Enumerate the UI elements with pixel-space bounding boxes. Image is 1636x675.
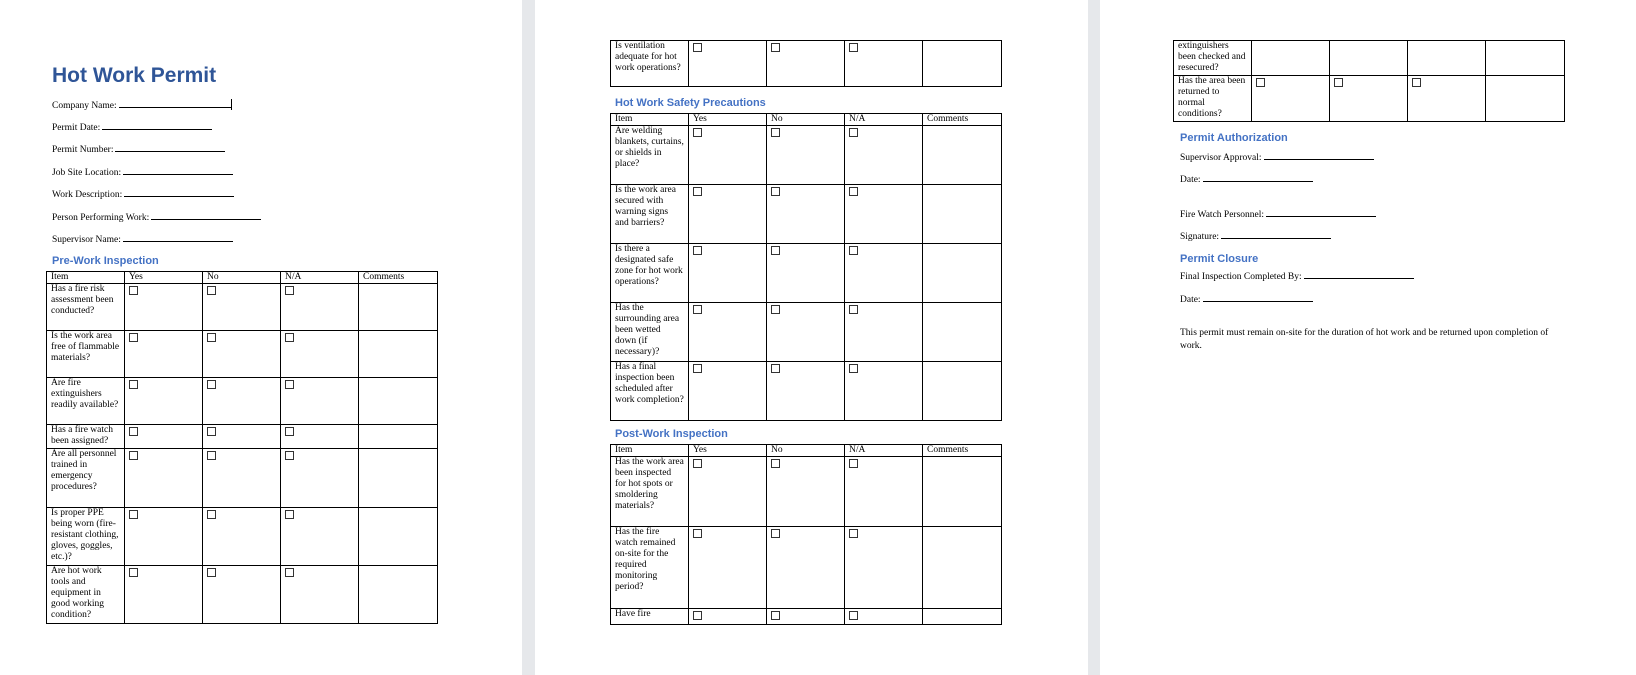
no-checkbox[interactable]	[771, 187, 780, 196]
signature-label: Signature:	[1180, 232, 1220, 242]
item-text: Has the fire watch remained on-site for the required monitoring period?	[611, 527, 689, 609]
col-na: N/A	[845, 114, 923, 126]
pre-work-inspection-heading: Pre-Work Inspection	[52, 255, 159, 267]
item-text: Has a final inspection been scheduled after work completion?	[611, 362, 689, 421]
comments-cell[interactable]	[359, 425, 438, 449]
post-work-inspection-heading: Post-Work Inspection	[615, 428, 728, 440]
item-text: Has the surrounding area been wetted down (if necessary)?	[611, 303, 689, 362]
comments-cell[interactable]	[359, 566, 438, 624]
comments-cell[interactable]	[1486, 76, 1565, 122]
item-text: Is ventilation adequate for hot work operations?	[611, 41, 689, 87]
item-text: Has a fire watch been assigned?	[47, 425, 125, 449]
no-checkbox[interactable]	[771, 611, 780, 620]
no-checkbox[interactable]	[771, 305, 780, 314]
item-text: Is there a designated safe zone for hot work operations?	[611, 244, 689, 303]
yes-checkbox[interactable]	[1256, 78, 1265, 87]
no-checkbox[interactable]	[771, 43, 780, 52]
text-cursor	[231, 99, 232, 110]
person-performing-work-label: Person Performing Work:	[52, 213, 150, 223]
item-text: Is the work area secured with warning signs and barriers?	[611, 185, 689, 244]
comments-cell[interactable]	[923, 362, 1002, 421]
table-row	[611, 41, 1002, 87]
item-text: Is proper PPE being worn (fire-resistant clothing, gloves, goggles, etc.)?	[47, 508, 125, 566]
col-na: N/A	[281, 272, 359, 284]
na-checkbox[interactable]	[285, 286, 294, 295]
job-site-location-field[interactable]	[52, 165, 233, 178]
na-checkbox[interactable]	[849, 43, 858, 52]
no-checkbox[interactable]	[207, 427, 216, 436]
no-checkbox[interactable]	[207, 510, 216, 519]
table-row	[47, 284, 438, 331]
yes-checkbox[interactable]	[129, 568, 138, 577]
yes-checkbox[interactable]	[129, 451, 138, 460]
yes-checkbox[interactable]	[693, 529, 702, 538]
table-row	[1174, 41, 1565, 76]
table-header-row	[611, 114, 1002, 126]
no-checkbox[interactable]	[207, 286, 216, 295]
na-checkbox[interactable]	[285, 451, 294, 460]
comments-cell[interactable]	[923, 457, 1002, 527]
item-text: Are hot work tools and equipment in good working condition?	[47, 566, 125, 624]
no-checkbox[interactable]	[771, 246, 780, 255]
post-work-inspection-table-continued	[1173, 40, 1565, 122]
table-row	[611, 457, 1002, 527]
na-checkbox[interactable]	[285, 510, 294, 519]
comments-cell[interactable]	[923, 126, 1002, 185]
comments-cell[interactable]	[359, 449, 438, 508]
permit-number-field[interactable]	[52, 142, 225, 155]
col-yes: Yes	[689, 445, 767, 457]
pre-work-inspection-table-continued	[610, 40, 1002, 87]
document-page-1	[0, 0, 522, 675]
na-checkbox[interactable]	[849, 364, 858, 373]
person-performing-work-field[interactable]	[52, 210, 261, 223]
na-checkbox[interactable]	[849, 305, 858, 314]
table-header-row	[611, 445, 1002, 457]
comments-cell[interactable]	[359, 331, 438, 378]
col-no: No	[203, 272, 281, 284]
no-checkbox[interactable]	[207, 451, 216, 460]
col-yes: Yes	[689, 114, 767, 126]
col-no: No	[767, 445, 845, 457]
fire-watch-personnel-field[interactable]	[1180, 207, 1376, 220]
table-row	[611, 126, 1002, 185]
comments-cell[interactable]	[923, 185, 1002, 244]
permit-date-label: Permit Date:	[52, 123, 101, 133]
na-checkbox[interactable]	[1412, 78, 1421, 87]
comments-cell[interactable]	[923, 244, 1002, 303]
table-row	[47, 449, 438, 508]
item-text: Is the work area free of flammable materials?	[47, 331, 125, 378]
na-checkbox[interactable]	[849, 459, 858, 468]
final-inspection-field[interactable]	[1180, 269, 1414, 282]
no-checkbox[interactable]	[771, 459, 780, 468]
yes-checkbox[interactable]	[693, 611, 702, 620]
job-site-location-label: Job Site Location:	[52, 168, 122, 178]
no-checkbox[interactable]	[207, 380, 216, 389]
comments-cell[interactable]	[923, 303, 1002, 362]
no-checkbox[interactable]	[1334, 78, 1343, 87]
na-checkbox[interactable]	[849, 529, 858, 538]
comments-cell[interactable]	[359, 508, 438, 566]
item-text: Are welding blankets, curtains, or shields in place?	[611, 126, 689, 185]
comments-cell[interactable]	[1486, 41, 1565, 76]
permit-closure-heading: Permit Closure	[1180, 253, 1259, 265]
no-checkbox[interactable]	[771, 529, 780, 538]
document-page-2	[535, 0, 1088, 675]
table-row	[47, 508, 438, 566]
table-row	[611, 362, 1002, 421]
safety-precautions-heading: Hot Work Safety Precautions	[615, 97, 766, 109]
closure-note: This permit must remain on-site for the duration of hot work and be returned upon completion of work.	[1180, 328, 1549, 351]
na-checkbox[interactable]	[849, 611, 858, 620]
work-description-label: Work Description:	[52, 190, 123, 200]
company-name-label: Company Name:	[52, 101, 117, 111]
item-text: Has a fire risk assessment been conducted?	[47, 284, 125, 331]
item-text: Have fire	[611, 609, 689, 625]
authorization-date-field[interactable]	[1180, 172, 1313, 185]
permit-date-field[interactable]	[52, 120, 212, 133]
table-row	[611, 244, 1002, 303]
no-checkbox[interactable]	[771, 364, 780, 373]
item-text: Has the work area been inspected for hot spots or smoldering materials?	[611, 457, 689, 527]
col-item: Item	[47, 272, 125, 284]
item-text: Are all personnel trained in emergency procedures?	[47, 449, 125, 508]
table-row	[611, 303, 1002, 362]
permit-number-label: Permit Number:	[52, 145, 114, 155]
table-row	[47, 425, 438, 449]
na-checkbox[interactable]	[849, 128, 858, 137]
permit-authorization-heading: Permit Authorization	[1180, 132, 1288, 144]
table-header-row	[47, 272, 438, 284]
comments-cell[interactable]	[359, 284, 438, 331]
yes-checkbox[interactable]	[693, 187, 702, 196]
na-checkbox[interactable]	[285, 427, 294, 436]
signature-field[interactable]	[1180, 229, 1331, 242]
closure-date-field[interactable]	[1180, 292, 1313, 305]
table-row	[611, 185, 1002, 244]
no-checkbox[interactable]	[207, 568, 216, 577]
post-work-inspection-table	[610, 444, 1002, 625]
table-row	[47, 378, 438, 425]
item-text: Are fire extinguishers readily available?	[47, 378, 125, 425]
work-description-field[interactable]	[52, 187, 234, 200]
na-checkbox[interactable]	[285, 568, 294, 577]
na-checkbox[interactable]	[285, 333, 294, 342]
authorization-date-label: Date:	[1180, 175, 1201, 185]
yes-checkbox[interactable]	[129, 380, 138, 389]
no-checkbox[interactable]	[771, 128, 780, 137]
yes-checkbox[interactable]	[129, 333, 138, 342]
item-text: extinguishers been checked and resecured?	[1174, 41, 1252, 76]
col-na: N/A	[845, 445, 923, 457]
fire-watch-personnel-label: Fire Watch Personnel:	[1180, 210, 1265, 220]
no-checkbox[interactable]	[207, 333, 216, 342]
item-text: Has the area been returned to normal conditions?	[1174, 76, 1252, 122]
yes-checkbox[interactable]	[693, 459, 702, 468]
yes-checkbox[interactable]	[129, 510, 138, 519]
supervisor-approval-label: Supervisor Approval:	[1180, 153, 1262, 163]
col-item: Item	[611, 114, 689, 126]
document-title: Hot Work Permit	[52, 64, 217, 87]
col-comments: Comments	[923, 114, 1002, 126]
supervisor-name-field[interactable]	[52, 232, 233, 245]
comments-cell[interactable]	[923, 609, 1002, 625]
col-item: Item	[611, 445, 689, 457]
col-no: No	[767, 114, 845, 126]
table-row	[1174, 76, 1565, 122]
yes-checkbox[interactable]	[693, 364, 702, 373]
na-checkbox[interactable]	[285, 380, 294, 389]
yes-checkbox[interactable]	[693, 43, 702, 52]
na-checkbox[interactable]	[849, 187, 858, 196]
table-row	[47, 331, 438, 378]
yes-checkbox[interactable]	[693, 128, 702, 137]
comments-cell[interactable]	[359, 378, 438, 425]
table-row	[611, 609, 1002, 625]
document-page-3	[1100, 0, 1636, 675]
final-inspection-label: Final Inspection Completed By:	[1180, 272, 1302, 282]
company-name-field[interactable]	[52, 98, 232, 111]
supervisor-name-label: Supervisor Name:	[52, 235, 121, 245]
table-row	[47, 566, 438, 624]
closure-date-label: Date:	[1180, 295, 1201, 305]
col-yes: Yes	[125, 272, 203, 284]
pre-work-inspection-table	[46, 271, 438, 624]
na-checkbox[interactable]	[849, 246, 858, 255]
comments-cell[interactable]	[923, 527, 1002, 609]
supervisor-approval-field[interactable]	[1180, 150, 1374, 163]
yes-checkbox[interactable]	[693, 305, 702, 314]
col-comments: Comments	[923, 445, 1002, 457]
yes-checkbox[interactable]	[129, 286, 138, 295]
safety-precautions-table	[610, 113, 1002, 421]
yes-checkbox[interactable]	[129, 427, 138, 436]
col-comments: Comments	[359, 272, 438, 284]
yes-checkbox[interactable]	[693, 246, 702, 255]
table-row	[611, 527, 1002, 609]
comments-cell[interactable]	[923, 41, 1002, 87]
